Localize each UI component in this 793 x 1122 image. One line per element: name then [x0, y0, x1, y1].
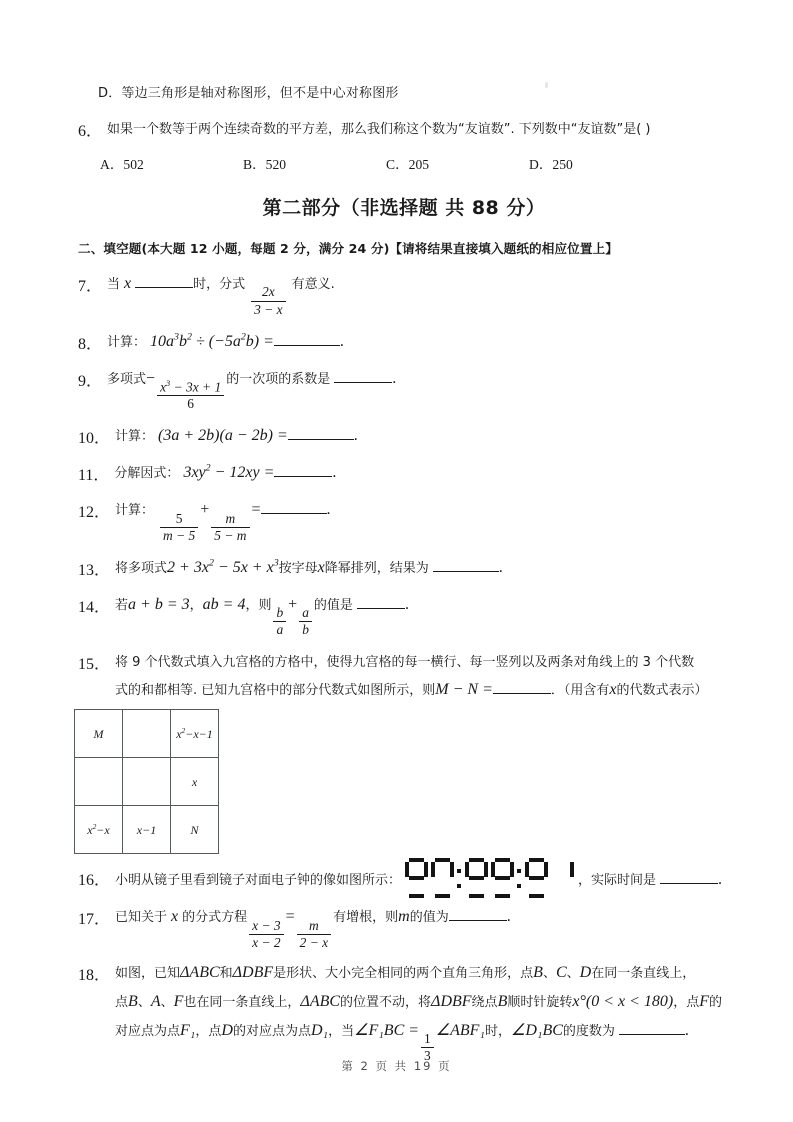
clock-digit-3: [465, 858, 488, 898]
question-6: [78, 118, 730, 141]
q14-equation-1: a + b = 3: [128, 595, 190, 613]
cell-base: x: [87, 822, 93, 837]
q14-text-2: 的值是: [313, 597, 353, 613]
q18-l2-b: 、: [137, 994, 151, 1010]
q9-text-2: 的一次项的系数是: [226, 371, 331, 387]
question-14-body: [115, 594, 730, 638]
q18-point-b: B: [533, 963, 543, 981]
q17-answer-blank[interactable]: [449, 920, 507, 921]
option-a-label: A．: [100, 157, 124, 173]
magic-cell-r2c3: [171, 758, 219, 806]
q15-line-2-text-c: 的代数式表示）: [616, 683, 708, 699]
q18-l3-c: 的对应点为点: [232, 1023, 311, 1039]
q8-expr-c-exponent: 2: [240, 331, 246, 343]
q14-text-1: 若: [115, 597, 129, 613]
q18-l1-e: 、: [566, 965, 580, 981]
q18-l3-a: 对应点为点: [115, 1023, 181, 1039]
q17-period: .: [506, 908, 511, 926]
magic-square-table: [74, 709, 219, 854]
q15-line-2-text-b: ．（用含有: [550, 683, 610, 699]
q8-expr-a: 10a: [150, 332, 175, 350]
clock-digit-4: [491, 858, 514, 898]
q10-answer-blank[interactable]: [288, 439, 354, 440]
clock-digit-2: [431, 858, 454, 898]
q9-answer-blank[interactable]: [334, 382, 392, 383]
clock-digit-6: [551, 858, 574, 898]
question-15: [78, 651, 730, 699]
q18-l2-a: 点: [115, 994, 129, 1010]
q18-point-d: D: [579, 963, 592, 981]
q9-text-1: 多项式: [107, 371, 147, 387]
q18-triangle-dbf: ΔDBF: [232, 963, 274, 981]
q13-expr-a: 2 + 3x: [167, 558, 209, 576]
q7-text-3: 有意义.: [291, 277, 335, 293]
q9-fraction-numerator: [157, 380, 224, 396]
q18-l2-f: 绕点: [471, 994, 498, 1010]
question-17-number: 17．: [78, 911, 111, 929]
q18-l2-h: ，点: [673, 994, 700, 1010]
q9-num-rest: − 3x + 1: [170, 378, 222, 394]
q7-fraction-numerator: 2x: [262, 284, 275, 300]
q18-point-d1: D₁: [310, 1021, 329, 1039]
q12-answer-blank[interactable]: [261, 513, 327, 514]
magic-cell-r1c3: [171, 710, 219, 758]
q13-text-2: 按字母: [278, 560, 318, 576]
cell-base: x: [136, 822, 143, 837]
q15-line-2: [115, 679, 730, 699]
cell-base: x: [191, 774, 198, 789]
q18-l1-f: 在同一条直线上，: [591, 965, 696, 981]
q18-angle-f1bc: ∠F₁BC =: [354, 1021, 420, 1039]
q14-frac1-numerator: b: [276, 605, 284, 621]
q7-text-2: 时，分式: [193, 277, 246, 293]
option-c[interactable]: [386, 153, 529, 173]
table-row: [75, 710, 219, 758]
q8-expr-tail: b) =: [245, 332, 274, 350]
q18-l2-point-f: F: [173, 992, 184, 1010]
question-8: [78, 331, 730, 354]
q12-equals-sign: =: [251, 501, 261, 519]
cell-exp: 2: [92, 821, 97, 831]
clock-colon-1: [457, 858, 462, 898]
q7-answer-blank[interactable]: [135, 287, 193, 288]
q15-m-minus-n: M − N =: [435, 681, 493, 699]
q18-angle-d1bc: ∠D₁BC: [511, 1021, 563, 1039]
q18-l3-e: 时，: [484, 1023, 511, 1039]
q17-var-m: m: [398, 908, 410, 926]
cell-base: M: [93, 726, 104, 741]
q14-fraction-2: [299, 606, 312, 637]
clock-digit-1: [405, 858, 428, 898]
q13-expr-b: − 5x + x: [213, 558, 274, 576]
option-d-text: D．等边三角形是轴对称图形，但不是中心对称图形: [98, 86, 399, 101]
q15-var-x: x: [609, 681, 617, 699]
question-7-body: [107, 273, 730, 317]
q17-frac1-numerator: x − 3: [252, 917, 281, 933]
q18-frac-numerator: 1: [424, 1031, 431, 1047]
q8-expr-b: b: [178, 332, 187, 350]
option-c-value: 205: [408, 157, 430, 173]
q7-fraction: [251, 285, 285, 316]
q14-frac1-denominator: a: [276, 622, 284, 638]
part-two-title: 第二部分（非选择题 共 88 分）: [262, 197, 546, 220]
q15-line-2-text-a: 式的和都相等. 已知九宫格中的部分代数式如图所示，则: [115, 683, 436, 699]
q14-frac2-denominator: b: [302, 622, 309, 638]
q18-l2-g: 顺时针旋转: [507, 994, 573, 1010]
q18-line-1: [115, 962, 730, 982]
magic-cell-r1c1: [75, 710, 123, 758]
q16-text-1: 小明从镜子里看到镜子对面电子钟的像如图所示：: [115, 873, 402, 889]
q9-num-exponent: 3: [166, 378, 171, 388]
question-15-number: 15．: [78, 656, 111, 674]
q8-label: 计算：: [107, 334, 147, 350]
q18-l1-a: 如图，已知: [115, 965, 181, 981]
q10-period: .: [353, 427, 358, 445]
magic-cell-r3c3: [171, 806, 219, 854]
question-14: [78, 594, 730, 638]
question-16-body: [115, 858, 730, 898]
q14-comma-1: ，: [189, 597, 203, 613]
q12-fraction-1: [160, 512, 198, 543]
magic-cell-r3c2: [123, 806, 171, 854]
q10-expression: (3a + 2b)(a − 2b) =: [158, 427, 288, 445]
q13-var-x: x: [317, 558, 325, 576]
q9-fraction: [157, 380, 224, 412]
q18-l3-f: 的度数为: [562, 1023, 615, 1039]
q18-angle-abf1: ∠ABF₁: [435, 1021, 485, 1039]
question-12-number: 12．: [78, 504, 111, 522]
question-6-options: [78, 153, 730, 173]
question-13-body: [115, 557, 730, 577]
q11-expr-2: − 12xy =: [210, 464, 275, 482]
q18-l2-d: 也在同一条直线上，: [183, 994, 301, 1010]
q11-expr-exponent: 2: [205, 462, 211, 474]
q18-answer-blank[interactable]: [619, 1034, 685, 1035]
q10-label: 计算：: [115, 429, 155, 445]
question-13-number: 13．: [78, 561, 111, 579]
q8-period: .: [339, 332, 344, 350]
q13-expr-b-exponent: 3: [273, 557, 279, 569]
question-17-body: [115, 906, 730, 950]
question-7: [78, 273, 730, 317]
magic-cell-r2c1: [75, 758, 123, 806]
q18-line-2: [115, 991, 730, 1011]
q12-plus-sign: +: [200, 501, 210, 519]
magic-cell-r2c2: [123, 758, 171, 806]
q18-frac-denominator: 3: [424, 1048, 431, 1064]
q11-period: .: [332, 464, 337, 482]
q17-fraction-1: [249, 919, 283, 950]
q18-l1-c: 是形状、大小完全相同的两个直角三角形，点: [273, 965, 534, 981]
q18-l1-b: 和: [219, 965, 233, 981]
q18-l2-triangle-dbf: ΔDBF: [431, 992, 472, 1010]
q18-l2-point-b2: B: [497, 992, 508, 1010]
question-9: [78, 368, 730, 412]
q12-label: 计算：: [115, 503, 155, 519]
q18-point-f1: F₁: [180, 1021, 196, 1039]
question-8-body: [107, 331, 730, 351]
page-content: [78, 84, 730, 1063]
question-8-number: 8．: [78, 335, 103, 353]
q11-label: 分解因式：: [114, 466, 180, 482]
q18-l3-point-d: D: [221, 1021, 233, 1039]
fill-in-blank-section-heading: 二、填空题(本大题 12 小题，每题 2 分，满分 24 分)【请将结果直接填入题纸的相应位置上】: [78, 241, 618, 257]
q17-fraction-2: [297, 919, 331, 950]
q18-l2-point-a: A: [150, 992, 161, 1010]
question-13: [78, 557, 730, 580]
q12-frac1-denominator: m − 5: [163, 527, 196, 543]
q8-expr-a-exponent: 3: [174, 331, 179, 343]
question-9-body: [107, 368, 730, 412]
q13-text-1: 将多项式: [115, 560, 168, 576]
table-row: [75, 806, 219, 854]
q17-text-1: 已知关于: [115, 910, 168, 926]
q18-point-c: C: [555, 963, 567, 981]
question-15-body: [115, 651, 730, 699]
q18-l2-point-b: B: [128, 992, 138, 1010]
q12-frac1-numerator: 5: [175, 510, 183, 526]
q15-answer-blank[interactable]: [493, 693, 551, 694]
q13-period: .: [498, 558, 503, 576]
magic-cell-r3c1: [75, 806, 123, 854]
q8-answer-blank[interactable]: [274, 345, 340, 346]
q17-equals-sign: =: [285, 908, 295, 926]
q9-num-base: x: [160, 378, 167, 394]
question-18-body: [115, 962, 730, 1064]
q18-triangle-abc: ΔABC: [180, 963, 220, 981]
cell-base: N: [190, 822, 199, 837]
question-18: [78, 962, 730, 1064]
q17-frac1-denominator: x − 2: [252, 934, 281, 950]
option-b-label: B．: [243, 157, 266, 173]
q18-period: .: [684, 1021, 689, 1039]
question-11: [78, 462, 730, 485]
question-10: [78, 425, 730, 448]
question-9-number: 9．: [78, 372, 103, 390]
q14-answer-blank[interactable]: [357, 608, 405, 609]
q17-var-x: x: [171, 908, 179, 926]
question-10-body: [115, 425, 730, 445]
table-row: [75, 758, 219, 806]
q14-period: .: [404, 595, 409, 613]
question-6-number: 6．: [78, 123, 103, 141]
q14-frac2-numerator: a: [302, 605, 309, 621]
q14-plus-sign: +: [288, 595, 298, 613]
question-7-number: 7．: [78, 278, 103, 296]
q17-text-4: 的值为: [409, 910, 449, 926]
q18-l2-point-f2: F: [699, 992, 710, 1010]
question-10-number: 10．: [78, 430, 111, 448]
question-16-number: 16．: [78, 871, 111, 889]
q9-fraction-denominator: 6: [187, 396, 194, 412]
q18-l1-d: 、: [542, 965, 556, 981]
question-16: [78, 858, 730, 898]
q13-answer-blank[interactable]: [433, 571, 499, 572]
magic-square-figure: [78, 709, 730, 854]
q18-line-3: [115, 1020, 730, 1064]
clock-digit-5: [525, 858, 548, 898]
q18-l2-e: 的位置不动，将: [340, 994, 432, 1010]
q16-answer-blank[interactable]: [660, 883, 718, 884]
option-a[interactable]: [100, 153, 243, 173]
question-12-body: [115, 499, 730, 543]
q18-l2-i: 的: [709, 994, 723, 1010]
option-b[interactable]: [243, 153, 386, 173]
question-18-number: 18．: [78, 966, 111, 984]
q7-fraction-denominator: 3 − x: [254, 301, 283, 317]
q11-expr-1: 3xy: [183, 464, 206, 482]
q18-rotation-expr: x°(0 < x < 180): [572, 992, 674, 1010]
q12-frac2-denominator: 5 − m: [214, 527, 247, 543]
question-11-body: [114, 462, 730, 482]
q17-text-3: 有增根，则: [333, 910, 399, 926]
question-12: [78, 499, 730, 543]
q16-text-2: ，实际时间是: [578, 873, 657, 889]
q13-text-3: 降幂排列，结果为: [324, 560, 429, 576]
q14-equation-2: ab = 4: [202, 595, 246, 613]
question-6-stem: 如果一个数等于两个连续奇数的平方差，那么我们称这个数为“友谊数”. 下列数中“友谊数”是( ): [107, 122, 651, 138]
q12-fraction-2: [211, 512, 249, 543]
digital-clock-icon: [405, 858, 574, 898]
cell-rest: −x: [96, 822, 110, 837]
option-c-label: C．: [386, 157, 409, 173]
magic-cell-r1c2: [123, 710, 171, 758]
q18-l2-triangle-abc: ΔABC: [300, 992, 341, 1010]
q18-l3-d: ，当: [328, 1023, 355, 1039]
cell-exp: 2: [181, 725, 186, 735]
option-a-value: 502: [123, 157, 144, 173]
question-11-number: 11．: [78, 467, 110, 485]
q16-period: .: [718, 871, 723, 889]
q12-period: .: [326, 501, 331, 519]
q17-text-2: 的分式方程: [182, 910, 248, 926]
q18-l2-c: 、: [160, 994, 174, 1010]
option-d-label: D．: [529, 157, 553, 173]
option-d-value: 250: [552, 157, 573, 173]
q8-expr-b-exponent: 2: [186, 331, 192, 343]
option-b-value: 520: [265, 157, 287, 173]
q9-period: .: [392, 369, 397, 387]
option-d[interactable]: [529, 153, 672, 173]
q12-frac2-numerator: m: [225, 510, 236, 526]
q7-var-x: x: [124, 275, 132, 293]
q11-answer-blank[interactable]: [274, 476, 332, 477]
q15-line-1: 将 9 个代数式填入九宫格的方格中，使得九宫格的每一横行、每一竖列以及两条对角线上的 3 个代数: [115, 655, 695, 671]
q17-frac2-denominator: 2 − x: [299, 934, 329, 950]
cell-base: x: [176, 726, 182, 741]
page-footer: 第 2 页 共 19 页: [341, 1059, 452, 1073]
q14-comma-2: ，则: [245, 597, 272, 613]
question-14-number: 14．: [78, 598, 111, 616]
q8-expr-div: ÷ (−5a: [191, 332, 241, 350]
q18-l3-b: ，点: [195, 1023, 222, 1039]
cell-rest: −x−1: [185, 726, 213, 741]
cell-rest: −1: [142, 822, 157, 837]
q13-expr-a-exponent: 2: [208, 557, 214, 569]
q14-fraction-1: [273, 606, 286, 637]
q17-frac2-numerator: m: [309, 917, 319, 933]
q9-minus-sign: −: [146, 369, 156, 387]
clock-colon-2: [517, 858, 522, 898]
question-17: [78, 906, 730, 950]
q7-text-1: 当: [107, 277, 121, 293]
